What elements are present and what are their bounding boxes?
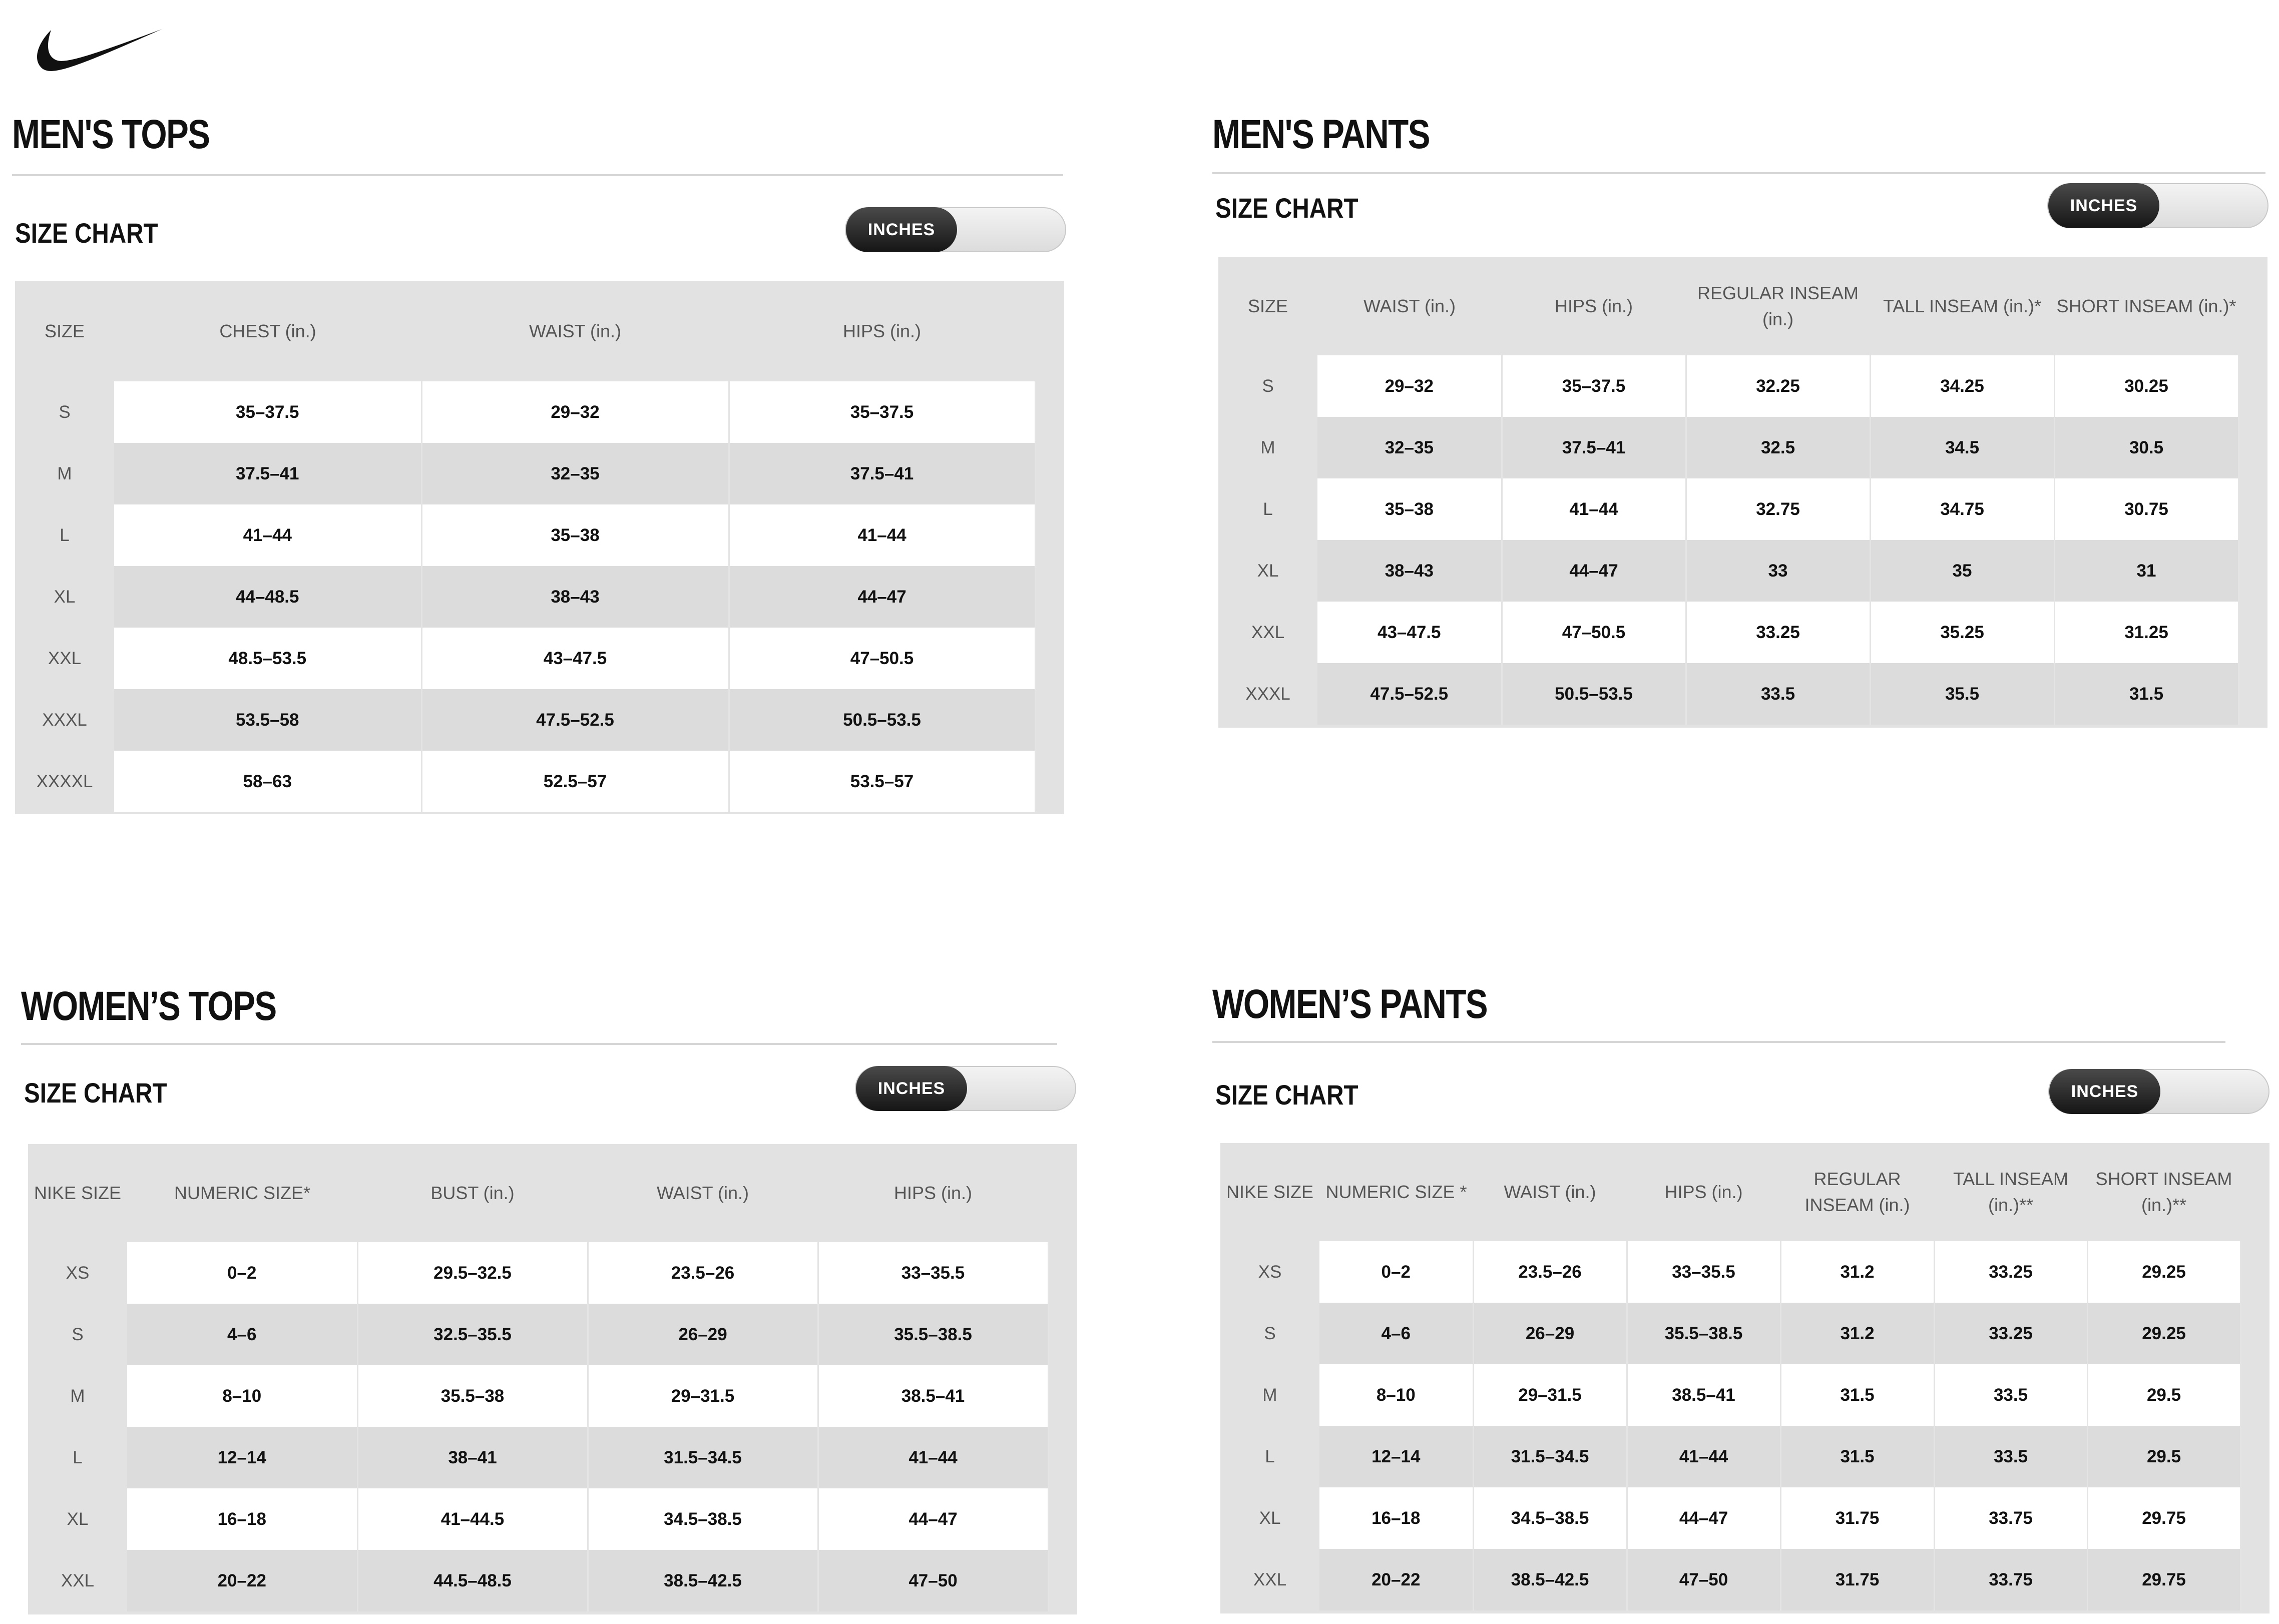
womens-pants-panel xyxy=(1212,981,2276,1622)
table-cell: 41–44.5 xyxy=(357,1488,588,1550)
table-row xyxy=(1218,602,2238,663)
column-header: REGULAR INSEAM (in.) xyxy=(1804,1169,1910,1215)
table-cell: 8–10 xyxy=(127,1365,357,1427)
table-row xyxy=(1218,355,2238,417)
nike-swoosh-logo xyxy=(32,25,163,75)
size-label: XXXL xyxy=(1245,684,1290,704)
table-cell: 38.5–41 xyxy=(818,1365,1048,1427)
table-cell: 35–38 xyxy=(421,504,729,566)
mens-tops-panel xyxy=(12,114,1068,815)
size-label: L xyxy=(60,525,70,545)
table-cell: 52.5–57 xyxy=(421,751,729,812)
table-cell: 29–31.5 xyxy=(588,1365,818,1427)
table-cell: 38–43 xyxy=(1317,540,1502,602)
table-cell: 58–63 xyxy=(114,751,421,812)
table-cell: 53.5–58 xyxy=(114,689,421,751)
size-table-container xyxy=(1220,1143,2269,1613)
unit-toggle[interactable] xyxy=(2047,183,2268,228)
size-label: XL xyxy=(54,587,76,607)
table-cell: 43–47.5 xyxy=(1317,602,1502,663)
size-label: L xyxy=(1263,499,1273,519)
table-cell: 12–14 xyxy=(127,1427,357,1488)
column-header: HIPS (in.) xyxy=(842,321,922,341)
table-cell: 31 xyxy=(2054,540,2238,602)
table-cell: 43–47.5 xyxy=(421,628,729,689)
table-cell: 33.75 xyxy=(1934,1549,2087,1610)
inches-toggle-knob[interactable]: INCHES xyxy=(2049,1069,2160,1114)
title-divider xyxy=(1212,1041,2225,1043)
column-header: NUMERIC SIZE* xyxy=(174,1183,311,1203)
column-header: SHORT INSEAM (in.)* xyxy=(2056,296,2236,316)
table-cell: 35–37.5 xyxy=(114,381,421,443)
table-cell: 37.5–41 xyxy=(1502,417,1686,478)
table-cell: 4–6 xyxy=(1319,1303,1473,1364)
panel-title: WOMEN’S PANTS xyxy=(1212,981,1487,1027)
table-cell: 30.75 xyxy=(2054,478,2238,540)
table-row xyxy=(1220,1549,2240,1610)
table-row xyxy=(15,566,1035,628)
size-chart-label: SIZE CHART xyxy=(15,217,158,249)
table-cell: 44–47 xyxy=(729,566,1035,628)
title-divider xyxy=(1212,172,2265,174)
size-label: XL xyxy=(67,1509,89,1529)
table-cell: 38.5–42.5 xyxy=(1473,1549,1627,1610)
size-label: XL xyxy=(1257,561,1279,581)
table-cell: 35.5–38 xyxy=(357,1365,588,1427)
table-cell: 35.5–38.5 xyxy=(818,1304,1048,1365)
table-cell: 32.75 xyxy=(1686,478,1870,540)
table-cell: 33.25 xyxy=(1686,602,1870,663)
table-cell: 34.5–38.5 xyxy=(1473,1487,1627,1549)
column-header: CHEST (in.) xyxy=(219,321,316,341)
table-cell: 29.75 xyxy=(2087,1487,2240,1549)
table-row xyxy=(28,1427,1048,1488)
table-cell: 31.25 xyxy=(2054,602,2238,663)
table-cell: 41–44 xyxy=(1627,1426,1780,1487)
column-header: REGULAR INSEAM (in.) xyxy=(1697,283,1859,329)
table-cell: 31.5–34.5 xyxy=(588,1427,818,1488)
unit-toggle[interactable] xyxy=(855,1066,1076,1111)
size-chart-label: SIZE CHART xyxy=(1215,1079,1358,1111)
table-cell: 50.5–53.5 xyxy=(729,689,1035,751)
table-cell: 29.75 xyxy=(2087,1549,2240,1610)
size-label: S xyxy=(1264,1323,1276,1343)
table-cell: 47–50.5 xyxy=(729,628,1035,689)
table-row xyxy=(1218,417,2238,478)
size-table xyxy=(28,1144,1049,1611)
table-cell: 30.25 xyxy=(2054,355,2238,417)
table-cell: 8–10 xyxy=(1319,1364,1473,1426)
size-label: M xyxy=(57,463,72,483)
column-header: WAIST (in.) xyxy=(1363,296,1456,316)
table-cell: 0–2 xyxy=(1319,1241,1473,1303)
size-label: S xyxy=(72,1324,84,1344)
table-cell: 29.5 xyxy=(2087,1426,2240,1487)
table-cell: 31.5–34.5 xyxy=(1473,1426,1627,1487)
table-cell: 31.5 xyxy=(1780,1426,1934,1487)
size-label: XS xyxy=(1258,1262,1282,1282)
size-table xyxy=(1220,1143,2241,1610)
unit-toggle[interactable] xyxy=(2048,1069,2269,1114)
table-cell: 44–47 xyxy=(1627,1487,1780,1549)
table-cell: 33.5 xyxy=(1686,663,1870,725)
size-chart-label: SIZE CHART xyxy=(24,1077,167,1109)
column-header: WAIST (in.) xyxy=(529,321,621,341)
column-header: TALL INSEAM (in.)* xyxy=(1883,296,2042,316)
unit-toggle[interactable] xyxy=(845,207,1066,252)
table-cell: 48.5–53.5 xyxy=(114,628,421,689)
size-label: XXL xyxy=(48,648,82,668)
table-cell: 47–50 xyxy=(818,1550,1048,1611)
table-cell: 33.25 xyxy=(1934,1303,2087,1364)
table-row xyxy=(1220,1303,2240,1364)
size-label: S xyxy=(1262,376,1274,396)
column-header: SIZE xyxy=(1247,296,1288,316)
table-row xyxy=(1218,663,2238,725)
table-row xyxy=(1218,478,2238,540)
table-cell: 29.25 xyxy=(2087,1241,2240,1303)
column-header: HIPS (in.) xyxy=(1554,296,1633,316)
table-cell: 0–2 xyxy=(127,1242,357,1304)
column-header: NUMERIC SIZE * xyxy=(1325,1182,1467,1202)
size-label: L xyxy=(73,1447,83,1467)
table-cell: 31.75 xyxy=(1780,1549,1934,1610)
table-row xyxy=(28,1304,1048,1365)
table-row xyxy=(1220,1487,2240,1549)
column-header: TALL INSEAM (in.)** xyxy=(1953,1169,2069,1215)
table-cell: 35 xyxy=(1870,540,2054,602)
table-cell: 29.5–32.5 xyxy=(357,1242,588,1304)
table-cell: 34.75 xyxy=(1870,478,2054,540)
table-row xyxy=(15,443,1035,504)
table-cell: 44–47 xyxy=(1502,540,1686,602)
size-label: XXXL xyxy=(42,710,87,730)
table-cell: 35.5 xyxy=(1870,663,2054,725)
table-cell: 38–43 xyxy=(421,566,729,628)
inches-toggle-knob[interactable]: INCHES xyxy=(846,207,957,252)
table-cell: 29–32 xyxy=(421,381,729,443)
table-cell: 47.5–52.5 xyxy=(421,689,729,751)
table-cell: 4–6 xyxy=(127,1304,357,1365)
column-header: WAIST (in.) xyxy=(656,1183,749,1203)
panel-title: MEN'S PANTS xyxy=(1212,112,1430,157)
table-cell: 41–44 xyxy=(114,504,421,566)
size-label: M xyxy=(1262,1385,1277,1405)
column-header: NIKE SIZE xyxy=(34,1183,122,1203)
table-cell: 35.25 xyxy=(1870,602,2054,663)
table-cell: 16–18 xyxy=(127,1488,357,1550)
table-cell: 44–48.5 xyxy=(114,566,421,628)
table-cell: 34.5–38.5 xyxy=(588,1488,818,1550)
size-table xyxy=(1218,257,2239,725)
table-cell: 38.5–42.5 xyxy=(588,1550,818,1611)
size-table-container xyxy=(1218,257,2267,728)
table-row xyxy=(15,381,1035,443)
table-cell: 35–37.5 xyxy=(1502,355,1686,417)
title-divider xyxy=(21,1043,1057,1045)
table-row xyxy=(28,1550,1048,1611)
table-cell: 32–35 xyxy=(1317,417,1502,478)
size-label: S xyxy=(59,402,71,422)
table-cell: 31.2 xyxy=(1780,1241,1934,1303)
table-row xyxy=(1218,540,2238,602)
table-cell: 23.5–26 xyxy=(1473,1241,1627,1303)
table-cell: 29.25 xyxy=(2087,1303,2240,1364)
table-cell: 33.5 xyxy=(1934,1426,2087,1487)
table-row xyxy=(28,1242,1048,1304)
table-cell: 35.5–38.5 xyxy=(1627,1303,1780,1364)
table-cell: 44–47 xyxy=(818,1488,1048,1550)
table-row xyxy=(1220,1426,2240,1487)
table-cell: 26–29 xyxy=(588,1304,818,1365)
table-cell: 37.5–41 xyxy=(114,443,421,504)
column-header: NIKE SIZE xyxy=(1226,1182,1314,1202)
table-cell: 16–18 xyxy=(1319,1487,1473,1549)
panel-title: WOMEN’S TOPS xyxy=(21,983,276,1029)
table-cell: 12–14 xyxy=(1319,1426,1473,1487)
size-chart-label: SIZE CHART xyxy=(1215,192,1358,224)
table-row xyxy=(15,628,1035,689)
womens-tops-panel xyxy=(21,983,1087,1621)
table-row xyxy=(1220,1364,2240,1426)
table-cell: 32.25 xyxy=(1686,355,1870,417)
table-row xyxy=(28,1488,1048,1550)
column-header: WAIST (in.) xyxy=(1504,1182,1596,1202)
table-cell: 33 xyxy=(1686,540,1870,602)
column-header: SIZE xyxy=(44,321,85,341)
table-cell: 41–44 xyxy=(818,1427,1048,1488)
column-header: SHORT INSEAM (in.)** xyxy=(2095,1169,2232,1215)
table-cell: 35–37.5 xyxy=(729,381,1035,443)
table-cell: 32–35 xyxy=(421,443,729,504)
size-label: L xyxy=(1265,1446,1275,1466)
table-cell: 29.5 xyxy=(2087,1364,2240,1426)
table-cell: 37.5–41 xyxy=(729,443,1035,504)
table-cell: 41–44 xyxy=(1502,478,1686,540)
table-row xyxy=(15,689,1035,751)
size-label: XXL xyxy=(61,1570,95,1590)
table-cell: 31.75 xyxy=(1780,1487,1934,1549)
mens-pants-panel xyxy=(1212,114,2273,765)
table-cell: 32.5–35.5 xyxy=(357,1304,588,1365)
column-header: HIPS (in.) xyxy=(893,1183,973,1203)
table-cell: 35–38 xyxy=(1317,478,1502,540)
table-cell: 38.5–41 xyxy=(1627,1364,1780,1426)
table-cell: 20–22 xyxy=(127,1550,357,1611)
table-cell: 33–35.5 xyxy=(1627,1241,1780,1303)
table-cell: 20–22 xyxy=(1319,1549,1473,1610)
table-cell: 33.25 xyxy=(1934,1241,2087,1303)
table-cell: 34.25 xyxy=(1870,355,2054,417)
size-table-container xyxy=(15,281,1064,814)
size-label: M xyxy=(1260,437,1275,457)
inches-toggle-knob[interactable]: INCHES xyxy=(2048,183,2159,228)
column-header: BUST (in.) xyxy=(430,1183,515,1203)
size-label: M xyxy=(70,1386,85,1406)
size-table xyxy=(15,281,1036,812)
size-label: XXXXL xyxy=(36,771,93,791)
size-label: XXL xyxy=(1251,622,1285,642)
table-cell: 33.5 xyxy=(1934,1364,2087,1426)
table-cell: 41–44 xyxy=(729,504,1035,566)
title-divider xyxy=(12,174,1063,176)
size-label: XS xyxy=(66,1263,90,1283)
column-header: HIPS (in.) xyxy=(1664,1182,1743,1202)
table-cell: 26–29 xyxy=(1473,1303,1627,1364)
table-row xyxy=(15,504,1035,566)
table-cell: 53.5–57 xyxy=(729,751,1035,812)
table-cell: 33.75 xyxy=(1934,1487,2087,1549)
table-cell: 30.5 xyxy=(2054,417,2238,478)
size-label: XL xyxy=(1259,1508,1281,1528)
table-cell: 34.5 xyxy=(1870,417,2054,478)
inches-toggle-knob[interactable]: INCHES xyxy=(856,1066,967,1111)
table-cell: 50.5–53.5 xyxy=(1502,663,1686,725)
panel-title: MEN'S TOPS xyxy=(12,112,210,157)
table-cell: 33–35.5 xyxy=(818,1242,1048,1304)
table-cell: 47–50.5 xyxy=(1502,602,1686,663)
table-cell: 29–31.5 xyxy=(1473,1364,1627,1426)
table-cell: 31.2 xyxy=(1780,1303,1934,1364)
table-cell: 38–41 xyxy=(357,1427,588,1488)
table-row xyxy=(1220,1241,2240,1303)
table-cell: 31.5 xyxy=(2054,663,2238,725)
table-cell: 31.5 xyxy=(1780,1364,1934,1426)
size-label: XXL xyxy=(1253,1569,1287,1589)
table-row xyxy=(15,751,1035,812)
table-cell: 44.5–48.5 xyxy=(357,1550,588,1611)
table-cell: 47–50 xyxy=(1627,1549,1780,1610)
table-cell: 23.5–26 xyxy=(588,1242,818,1304)
table-cell: 32.5 xyxy=(1686,417,1870,478)
size-table-container xyxy=(28,1144,1077,1614)
table-cell: 29–32 xyxy=(1317,355,1502,417)
table-cell: 47.5–52.5 xyxy=(1317,663,1502,725)
table-row xyxy=(28,1365,1048,1427)
